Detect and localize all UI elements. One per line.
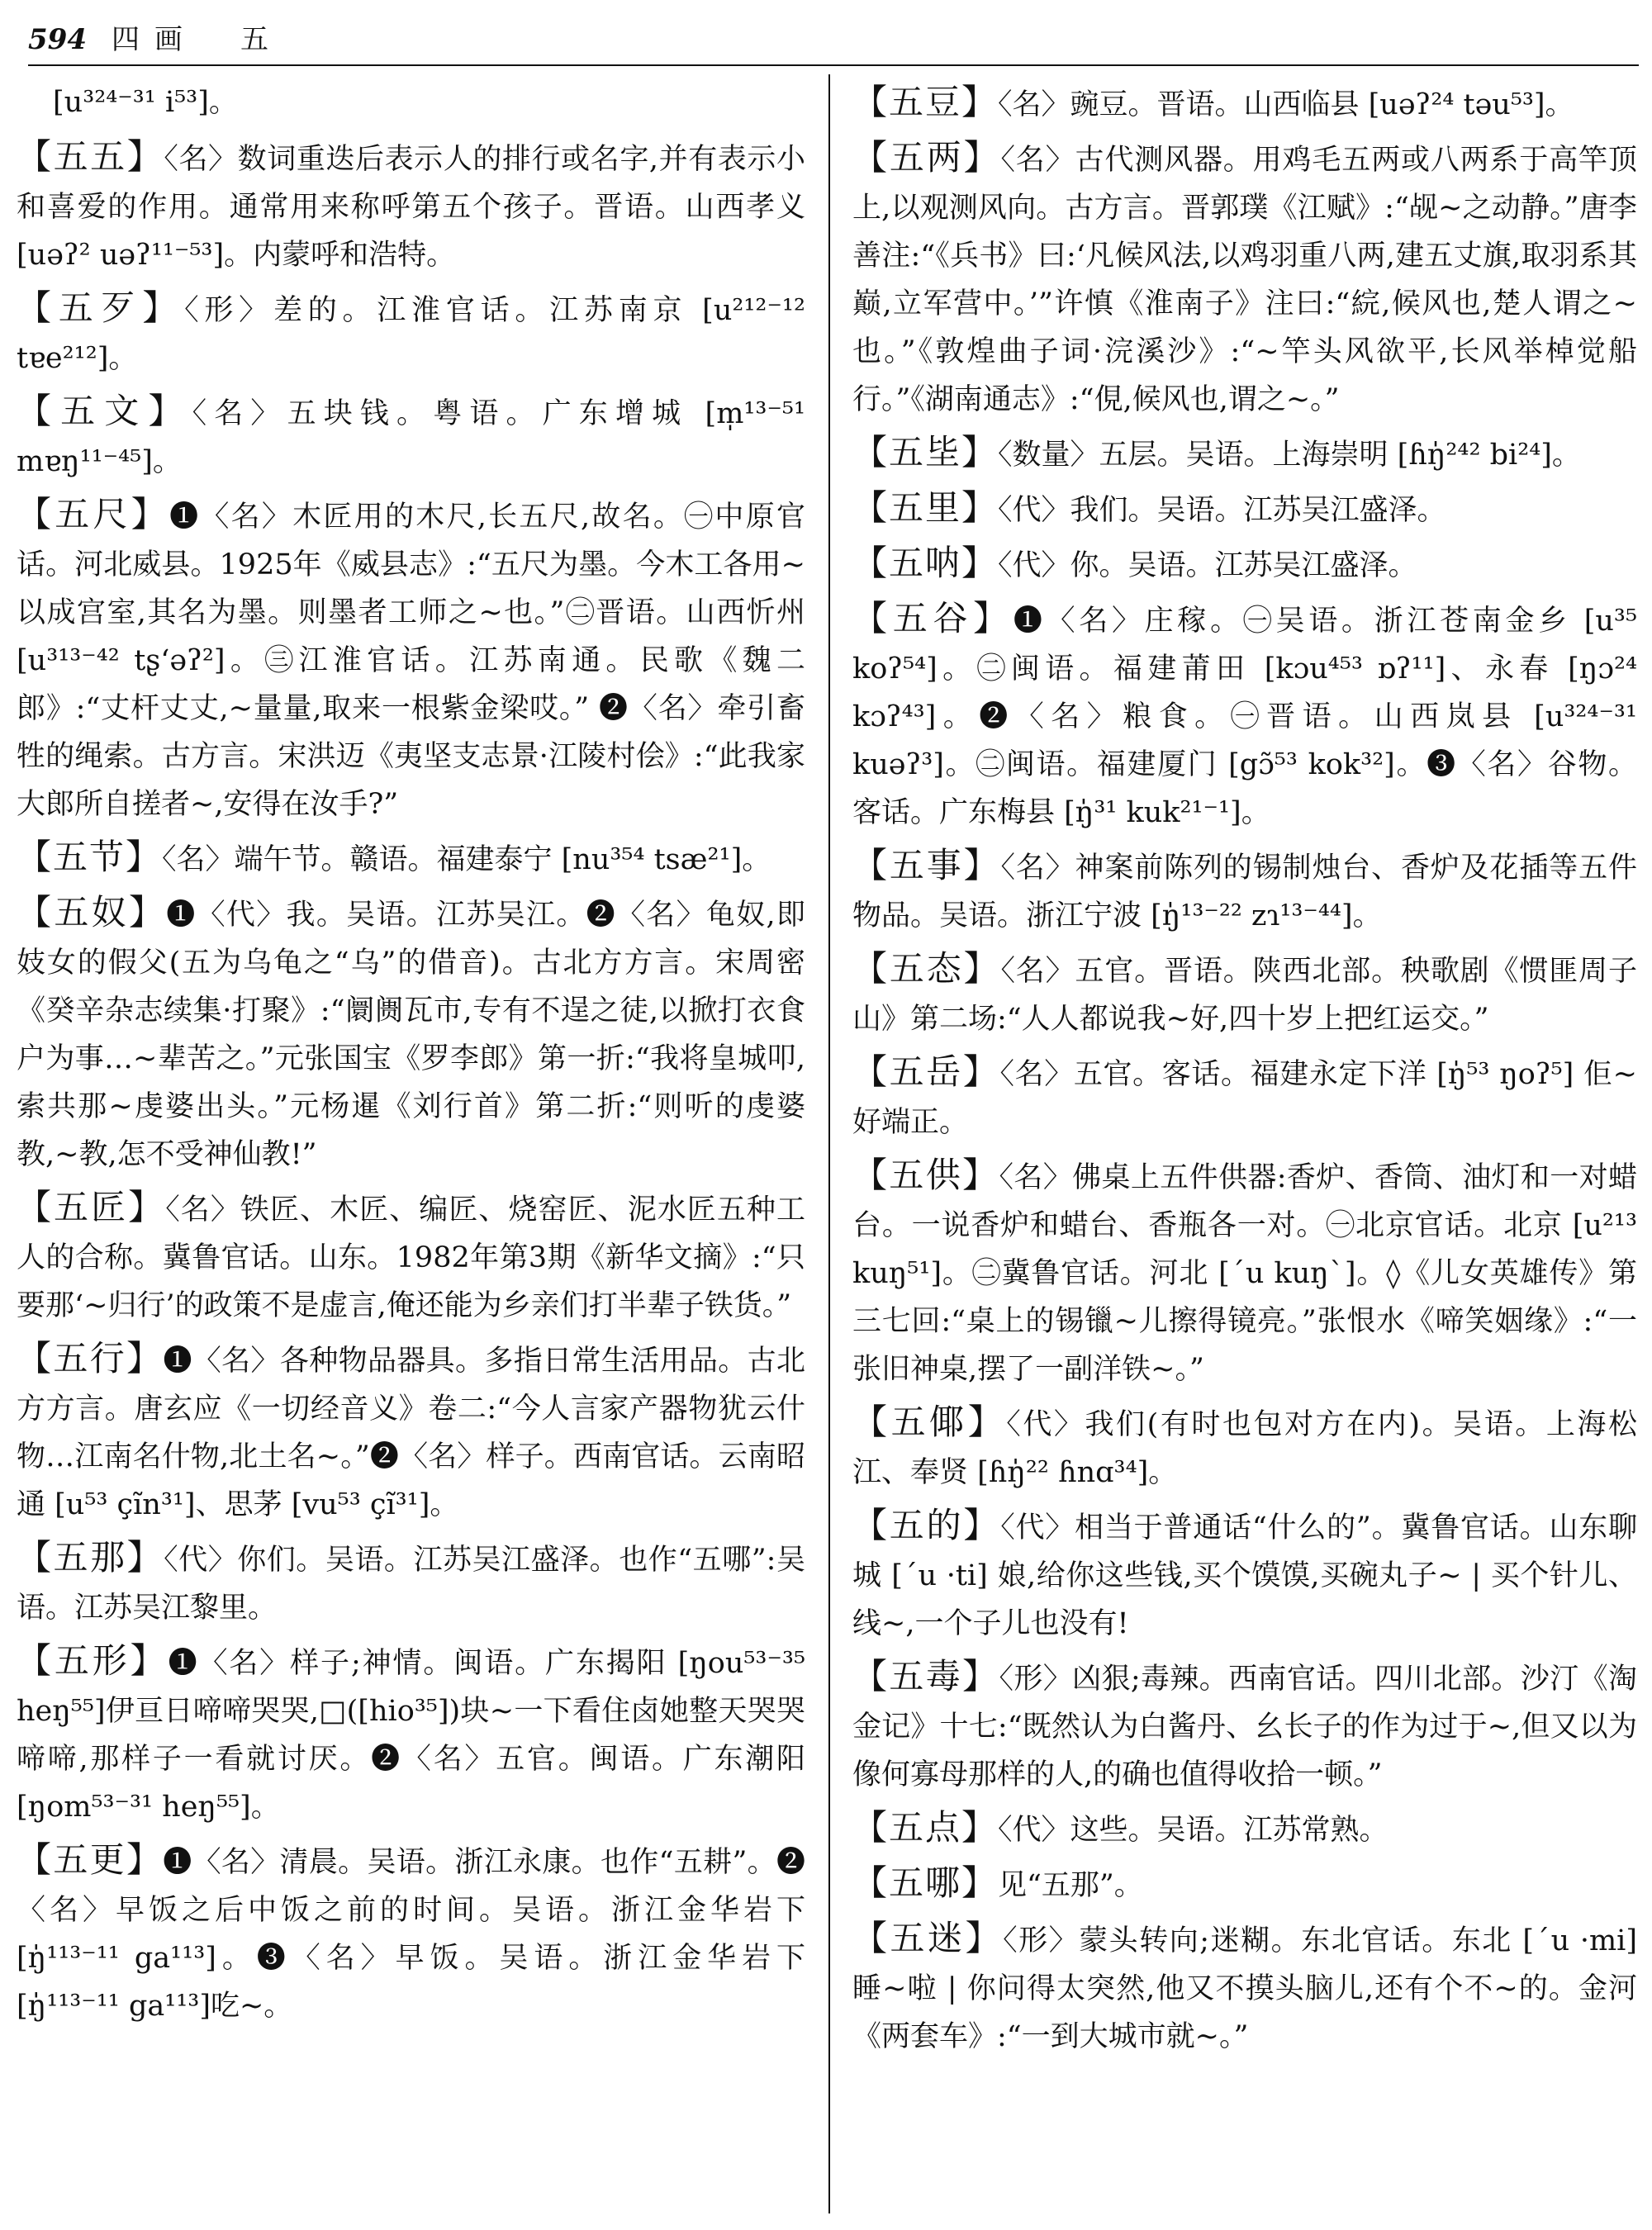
entry-headword: 【五匠】 bbox=[17, 1187, 166, 1227]
entry-headword: 【五呐】 bbox=[852, 543, 999, 583]
dictionary-entry bbox=[17, 133, 805, 279]
dictionary-entry bbox=[852, 134, 1637, 424]
dictionary-entry bbox=[852, 1653, 1637, 1799]
right-column bbox=[852, 78, 1637, 2066]
entry-headword: 【五倻】 bbox=[852, 1402, 1007, 1442]
entry-headword: 【五豆】 bbox=[852, 82, 999, 122]
entry-text: 〈名〉佛桌上五件供器:香炉、香筒、油灯和一对蜡台。一说香炉和蜡台、香瓶各一对。㊀北京官话。北京 [u²¹³ kuŋ⁵¹]。㊁冀鲁官话。河北 [ˊu kuŋˋ]。◊《儿女英雄传》第三七回:“桌上的锡镴~儿擦得镜亮。”张恨水《啼笑姻缘》:“一张旧神桌,摆了一副洋铁~。” bbox=[852, 1161, 1637, 1386]
dictionary-entry bbox=[852, 595, 1637, 837]
entry-text: 〈代〉这些。吴语。江苏常熟。 bbox=[998, 1814, 1389, 1847]
page-number: 594 bbox=[28, 23, 87, 56]
entry-text: ❶〈名〉各种物品器具。多指日常生活用品。古北方方言。唐玄应《一切经音义》卷二:“今人言家产器物犹云什物…江南名什物,北土名~。”❷〈名〉样子。西南官话。云南昭通 [u⁵³ çĩn³¹]、思茅 [vu⁵³ çĩ³¹]。 bbox=[17, 1345, 805, 1521]
left-column bbox=[17, 78, 805, 2035]
section-title: 四画 五 bbox=[111, 23, 283, 56]
dictionary-entry bbox=[852, 945, 1637, 1043]
entry-headword: 【五那】 bbox=[17, 1537, 164, 1578]
entry-text: 〈代〉你们。吴语。江苏吴江盛泽。也作“五哪”:吴语。江苏吴江黎里。 bbox=[17, 1544, 805, 1625]
dictionary-entry bbox=[852, 1914, 1637, 2061]
entry-headword: 【五态】 bbox=[852, 948, 1001, 989]
entry-headword: 【五奴】 bbox=[17, 892, 167, 932]
dictionary-entry bbox=[17, 1534, 805, 1632]
entry-text: 〈名〉神案前陈列的锡制烛台、香炉及花插等五件物品。吴语。浙江宁波 [ŋ̍¹³⁻²² zɿ¹³⁻⁴⁴]。 bbox=[852, 852, 1637, 932]
dictionary-entry bbox=[852, 78, 1637, 129]
entry-headword: 【五五】 bbox=[17, 136, 164, 177]
dictionary-entry bbox=[17, 1637, 805, 1831]
entry-headword: 【五谷】 bbox=[852, 598, 1014, 638]
entry-headword: 【五行】 bbox=[17, 1338, 164, 1378]
dictionary-entry bbox=[17, 1335, 805, 1529]
dictionary-entry bbox=[17, 491, 805, 828]
entry-text: 〈名〉五块钱。粤语。广东增城 [m̩¹³⁻⁵¹ mɐŋ¹¹⁻⁴⁵]。 bbox=[17, 397, 805, 478]
entry-text: 〈形〉差的。江淮官话。江苏南京 [u²¹²⁻¹² tɐe²¹²]。 bbox=[17, 294, 805, 375]
entry-text: 〈代〉我们(有时也包对方在内)。吴语。上海松江、奉贤 [ɦŋ̍²² ɦnɑ³⁴]。 bbox=[852, 1408, 1637, 1489]
entry-text: 〈名〉古代测风器。用鸡毛五两或八两系于高竿顶上,以观测风向。古方言。晋郭璞《江赋》:“觇~之动静。”唐李善注:“《兵书》曰:‘凡候风法,以鸡羽重八两,建五丈旗,取羽系其巅,立军营中。’”许慎《淮南子》注曰:“綄,候风也,楚人谓之~也。”《敦煌曲子词·浣溪沙》:“~竿头风欲平,长风举棹觉船行。”《湖南通志》:“俔,候风也,谓之~。” bbox=[852, 144, 1637, 416]
entry-headword: 【五岳】 bbox=[852, 1051, 1000, 1092]
entry-headword: 【五更】 bbox=[17, 1839, 164, 1880]
dictionary-entry bbox=[852, 1804, 1637, 1854]
dictionary-entry bbox=[852, 429, 1637, 479]
entry-text: ❶〈名〉样子;神情。闽语。广东揭阳 [ŋou⁵³⁻³⁵ heŋ⁵⁵]伊亘日啼啼哭哭,□([hio³⁵])块~一下看住卤她整天哭哭啼啼,那样子一看就讨厌。❷〈名〉五官。闽语。广东潮阳 [ŋom⁵³⁻³¹ heŋ⁵⁵]。 bbox=[17, 1647, 805, 1824]
entry-text: 〈代〉你。吴语。江苏吴江盛泽。 bbox=[998, 549, 1417, 582]
dictionary-entry bbox=[17, 1836, 805, 2030]
dictionary-entry bbox=[852, 1502, 1637, 1648]
entry-headword: 【五毒】 bbox=[852, 1656, 999, 1696]
entry-text: 〈数量〉五层。吴语。上海崇明 [ɦŋ̍²⁴² bi²⁴]。 bbox=[998, 439, 1581, 472]
entry-headword: 【五哪】 bbox=[852, 1862, 999, 1903]
entry-headword: 【五迷】 bbox=[852, 1918, 1004, 1958]
column-divider bbox=[828, 74, 830, 2213]
entry-headword: 【五形】 bbox=[17, 1640, 169, 1681]
dictionary-entry bbox=[852, 1398, 1637, 1497]
dictionary-entry bbox=[852, 842, 1637, 940]
entry-text: 〈名〉豌豆。晋语。山西临县 [uəʔ²⁴ təu⁵³]。 bbox=[998, 88, 1574, 121]
dictionary-entry bbox=[852, 484, 1637, 534]
entry-text: 〈名〉铁匠、木匠、编匠、烧窑匠、泥水匠五种工人的合称。冀鲁官话。山东。1982年第3期《新华文摘》:“只要那‘~归行’的政策不是虚言,俺还能为乡亲们打半辈子铁货。” bbox=[17, 1193, 805, 1322]
dictionary-entry bbox=[17, 889, 805, 1179]
entry-text: 〈形〉凶狠;毒辣。西南官话。四川北部。沙汀《淘金记》十七:“既然认为白酱丹、幺长子的作为过于~,但又以为像何寡母那样的人,的确也值得收拾一顿。” bbox=[852, 1663, 1637, 1791]
page-header bbox=[28, 15, 1639, 66]
entry-headword: 【五文】 bbox=[17, 391, 192, 431]
entry-headword: 【五点】 bbox=[852, 1807, 999, 1848]
entry-headword: 【五两】 bbox=[852, 137, 1001, 178]
entry-text: 〈名〉端午节。赣语。福建泰宁 [nu³⁵⁴ tsæ²¹]。 bbox=[162, 843, 771, 876]
entry-text: 〈代〉我们。吴语。江苏吴江盛泽。 bbox=[998, 494, 1446, 527]
dictionary-entry bbox=[17, 833, 805, 884]
entry-headword: 【五歹】 bbox=[17, 287, 185, 328]
entry-text: 〈名〉数词重迭后表示人的排行或名字,并有表示小和喜爱的作用。通常用来称呼第五个孩子。晋语。山西孝义 [uəʔ² uəʔ¹¹⁻⁵³]。内蒙呼和浩特。 bbox=[17, 143, 805, 272]
entry-text: ❶〈名〉清晨。吴语。浙江永康。也作“五耕”。❷〈名〉早饭之后中饭之前的时间。吴语。浙江金华岩下 [ŋ̍¹¹³⁻¹¹ ga¹¹³]。❸〈名〉早饭。吴语。浙江金华岩下 [ŋ̍¹¹³⁻¹¹ ga¹¹³]吃~。 bbox=[17, 1846, 805, 2023]
dictionary-entry bbox=[852, 1151, 1637, 1393]
dictionary-entry bbox=[17, 387, 805, 486]
entry-text: ❶〈代〉我。吴语。江苏吴江。❷〈名〉龟奴,即妓女的假父(五为乌龟之“乌”的借音)。古北方方言。宋周密《癸辛杂志续集·打聚》:“阛阓瓦市,专有不逞之徒,以掀打衣食户为事…~辈苦之。”元张国宝《罗李郎》第一折:“我将皇城叩,索共那~虔婆出头。”元杨暹《刘行首》第二折:“则听的虔婆教,~教,怎不受神仙教!” bbox=[17, 899, 805, 1171]
dictionary-entry bbox=[17, 1184, 805, 1330]
entry-text: 〈代〉相当于普通话“什么的”。冀鲁官话。山东聊城 [ˊu ·ti] 娘,给你这些钱,买个馍馍,买碗丸子~ | 买个针儿、线~,一个子儿也没有! bbox=[852, 1511, 1637, 1640]
entry-text: ❶〈名〉木匠用的木尺,长五尺,故名。㊀中原官话。河北威县。1925年《威县志》:“五尺为墨。今木工各用~以成宫室,其名为墨。则墨者工师之~也。”㊁晋语。山西忻州 [u³¹³⁻⁴² tʂʻəʔ²]。㊂江淮官话。江苏南通。民歌《魏二郎》:“丈杆丈丈,~量量,取来一根紫金梁哎。” ❷〈名〉牵引畜牲的绳索。古方言。宋洪迈《夷坚支志景·江陵村侩》:“此我家大郎所自搓者~,安得在汝手?” bbox=[17, 501, 805, 821]
entry-headword: 【五尺】 bbox=[17, 494, 170, 534]
dictionary-entry bbox=[852, 1048, 1637, 1146]
entry-text: 〈名〉五官。客话。福建永定下洋 [ŋ̍⁵³ ŋoʔ⁵] 佢~好端正。 bbox=[852, 1058, 1637, 1139]
entry-text: 〈形〉蒙头转向;迷糊。东北官话。东北 [ˊu ·mi] 睡~啦 | 你问得太突然,他又不摸头脑儿,还有个不~的。金河《两套车》:“一到大城市就~。” bbox=[852, 1924, 1637, 2053]
dictionary-entry bbox=[852, 1859, 1637, 1910]
entry-headword: 【五坒】 bbox=[852, 432, 999, 472]
entry-headword: 【五的】 bbox=[852, 1505, 1001, 1545]
entry-headword: 【五供】 bbox=[852, 1155, 999, 1195]
dictionary-entry bbox=[17, 284, 805, 382]
dictionary-entry bbox=[852, 539, 1637, 590]
continuation-line: [u³²⁴⁻³¹ i⁵³]。 bbox=[53, 86, 238, 119]
entry-headword: 【五里】 bbox=[852, 487, 999, 528]
entry-headword: 【五事】 bbox=[852, 845, 1001, 885]
entry-headword: 【五节】 bbox=[17, 837, 163, 877]
entry-text: 见“五那”。 bbox=[998, 1869, 1143, 1902]
entry-text: 〈名〉五官。晋语。陕西北部。秧歌剧《惯匪周子山》第二场:“人人都说我~好,四十岁上把红运交。” bbox=[852, 955, 1637, 1036]
entry-text: ❶〈名〉庄稼。㊀吴语。浙江苍南金乡 [u³⁵ koʔ⁵⁴]。㊁闽语。福建莆田 [kɔu⁴⁵³ ɒʔ¹¹]、永春 [ŋɔ²⁴ kɔʔ⁴³]。❷〈名〉粮食。㊀晋语。山西岚县 [u³²⁴⁻³¹ kuəʔ³]。㊁闽语。福建厦门 [gɔ̃⁵³ kok³²]。❸〈名〉谷物。客话。广东梅县 [ŋ̍³¹ kuk²¹⁻¹]。 bbox=[852, 605, 1637, 829]
